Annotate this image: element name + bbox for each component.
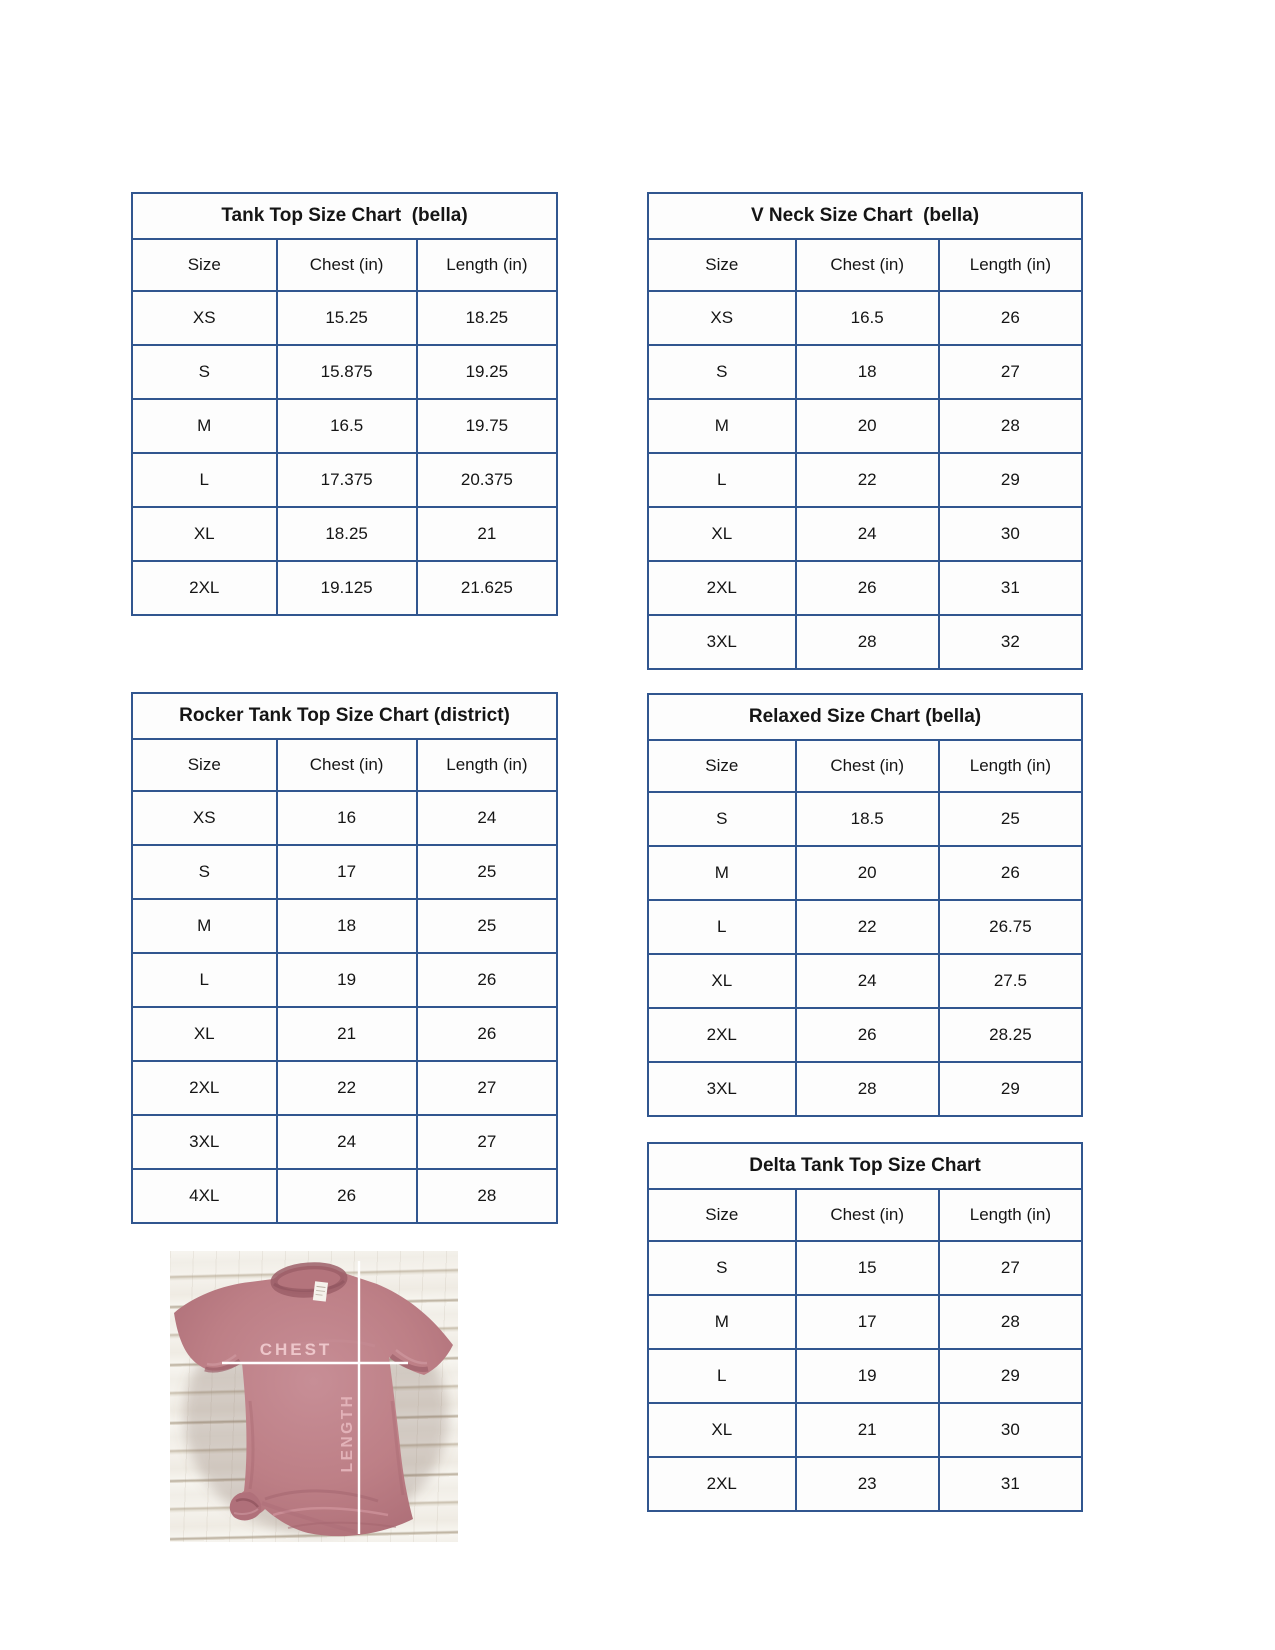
table-cell: 32	[939, 615, 1082, 669]
table-row	[648, 900, 1082, 954]
table-row	[132, 291, 557, 345]
table-cell: XL	[132, 507, 277, 561]
table-cell: XL	[648, 954, 796, 1008]
table-title: Tank Top Size Chart (bella)	[132, 193, 557, 239]
column-header: Length (in)	[939, 740, 1082, 792]
column-header: Length (in)	[417, 239, 557, 291]
table-cell: 20	[796, 399, 939, 453]
table-title: Relaxed Size Chart (bella)	[648, 694, 1082, 740]
table-cell: 27	[417, 1115, 557, 1169]
table-cell: 20.375	[417, 453, 557, 507]
column-header: Chest (in)	[277, 739, 417, 791]
table-cell: 16	[277, 791, 417, 845]
table-cell: 31	[939, 1457, 1082, 1511]
table-cell: 18	[796, 345, 939, 399]
table-cell: 18.25	[417, 291, 557, 345]
shirt-measurement-photo	[170, 1251, 458, 1542]
header-row	[132, 739, 557, 791]
table-cell: 29	[939, 1349, 1082, 1403]
table-cell: L	[648, 453, 796, 507]
table-cell: 26.75	[939, 900, 1082, 954]
table-cell: 27	[939, 1241, 1082, 1295]
table-cell: XS	[132, 291, 277, 345]
table-cell: 23	[796, 1457, 939, 1511]
table-cell: L	[132, 953, 277, 1007]
table-cell: 25	[939, 792, 1082, 846]
table-row	[132, 1115, 557, 1169]
table-cell: 21	[417, 507, 557, 561]
table-cell: L	[648, 900, 796, 954]
table-row	[648, 291, 1082, 345]
table-cell: 17	[277, 845, 417, 899]
column-header: Chest (in)	[277, 239, 417, 291]
table-cell: 18.5	[796, 792, 939, 846]
table-cell: 19.125	[277, 561, 417, 615]
column-header: Chest (in)	[796, 239, 939, 291]
table-title: Delta Tank Top Size Chart	[648, 1143, 1082, 1189]
table-cell: 24	[796, 507, 939, 561]
table-cell: M	[648, 399, 796, 453]
table-cell: 28	[939, 1295, 1082, 1349]
table-cell: 3XL	[132, 1115, 277, 1169]
table-cell: M	[132, 399, 277, 453]
size-table-tank-top-bella	[131, 192, 558, 616]
table-cell: 22	[277, 1061, 417, 1115]
table-cell: S	[648, 1241, 796, 1295]
table-cell: M	[648, 1295, 796, 1349]
table-row	[132, 399, 557, 453]
size-table-rocker-tank-district	[131, 692, 558, 1224]
table-cell: 3XL	[648, 615, 796, 669]
table-cell: 26	[796, 1008, 939, 1062]
table-title: V Neck Size Chart (bella)	[648, 193, 1082, 239]
table-cell: 3XL	[648, 1062, 796, 1116]
table-row	[648, 345, 1082, 399]
table-cell: 2XL	[132, 561, 277, 615]
table-cell: 2XL	[648, 561, 796, 615]
table-cell: 21.625	[417, 561, 557, 615]
table-row	[648, 792, 1082, 846]
table-row	[132, 953, 557, 1007]
table-row	[132, 507, 557, 561]
column-header: Size	[648, 1189, 796, 1241]
table-cell: 27.5	[939, 954, 1082, 1008]
table-cell: XS	[648, 291, 796, 345]
table-cell: 16.5	[277, 399, 417, 453]
table-cell: 20	[796, 846, 939, 900]
table-cell: 2XL	[648, 1008, 796, 1062]
table-row	[132, 561, 557, 615]
table-row	[648, 1457, 1082, 1511]
table-cell: 28	[417, 1169, 557, 1223]
header-row	[132, 239, 557, 291]
table-cell: 27	[939, 345, 1082, 399]
table-row	[132, 845, 557, 899]
brand-tag	[313, 1281, 328, 1301]
table-row	[648, 1008, 1082, 1062]
column-header: Size	[648, 740, 796, 792]
table-cell: 24	[417, 791, 557, 845]
table-cell: 19	[796, 1349, 939, 1403]
column-header: Length (in)	[939, 1189, 1082, 1241]
table-cell: 26	[796, 561, 939, 615]
length-label: LENGTH	[339, 1393, 356, 1473]
table-cell: 28.25	[939, 1008, 1082, 1062]
table-cell: 26	[939, 291, 1082, 345]
table-title: Rocker Tank Top Size Chart (district)	[132, 693, 557, 739]
table-cell: 18	[277, 899, 417, 953]
table-cell: XL	[648, 1403, 796, 1457]
table-row	[648, 1349, 1082, 1403]
table-cell: 21	[277, 1007, 417, 1061]
table-cell: 19.75	[417, 399, 557, 453]
column-header: Size	[132, 739, 277, 791]
table-row	[132, 345, 557, 399]
table-cell: 30	[939, 1403, 1082, 1457]
table-cell: 28	[796, 615, 939, 669]
table-cell: 2XL	[132, 1061, 277, 1115]
table-row	[648, 1295, 1082, 1349]
table-cell: 26	[277, 1169, 417, 1223]
table-cell: 28	[939, 399, 1082, 453]
table-cell: M	[132, 899, 277, 953]
table-cell: 18.25	[277, 507, 417, 561]
table-cell: 19.25	[417, 345, 557, 399]
table-cell: 17.375	[277, 453, 417, 507]
table-row	[132, 899, 557, 953]
table-cell: 29	[939, 453, 1082, 507]
table-cell: 15.875	[277, 345, 417, 399]
table-cell: XL	[648, 507, 796, 561]
table-cell: 24	[277, 1115, 417, 1169]
column-header: Chest (in)	[796, 1189, 939, 1241]
header-row	[648, 740, 1082, 792]
table-row	[648, 1062, 1082, 1116]
table-cell: 19	[277, 953, 417, 1007]
table-cell: 24	[796, 954, 939, 1008]
table-row	[132, 1169, 557, 1223]
table-row	[132, 1061, 557, 1115]
column-header: Size	[132, 239, 277, 291]
table-cell: 25	[417, 899, 557, 953]
column-header: Size	[648, 239, 796, 291]
table-row	[648, 615, 1082, 669]
table-cell: 15	[796, 1241, 939, 1295]
header-row	[648, 239, 1082, 291]
table-cell: 2XL	[648, 1457, 796, 1511]
table-row	[648, 1403, 1082, 1457]
column-header: Chest (in)	[796, 740, 939, 792]
table-row	[648, 561, 1082, 615]
table-cell: XL	[132, 1007, 277, 1061]
table-row	[648, 1241, 1082, 1295]
table-cell: M	[648, 846, 796, 900]
table-row	[648, 846, 1082, 900]
table-cell: 15.25	[277, 291, 417, 345]
tshirt-graphic	[170, 1251, 458, 1542]
table-cell: S	[132, 845, 277, 899]
table-cell: 22	[796, 900, 939, 954]
table-cell: 16.5	[796, 291, 939, 345]
table-cell: 21	[796, 1403, 939, 1457]
table-cell: L	[132, 453, 277, 507]
table-cell: 29	[939, 1062, 1082, 1116]
size-table-v-neck-bella	[647, 192, 1083, 670]
table-cell: 22	[796, 453, 939, 507]
header-row	[648, 1189, 1082, 1241]
chest-label: CHEST	[259, 1340, 333, 1359]
table-row	[648, 954, 1082, 1008]
table-cell: S	[648, 345, 796, 399]
table-row	[132, 1007, 557, 1061]
table-cell: 4XL	[132, 1169, 277, 1223]
table-row	[648, 507, 1082, 561]
table-cell: 30	[939, 507, 1082, 561]
size-table-relaxed-bella	[647, 693, 1083, 1117]
table-cell: 17	[796, 1295, 939, 1349]
column-header: Length (in)	[939, 239, 1082, 291]
size-table-delta-tank-top	[647, 1142, 1083, 1512]
table-cell: 26	[417, 1007, 557, 1061]
table-cell: S	[132, 345, 277, 399]
table-cell: 26	[939, 846, 1082, 900]
table-cell: 28	[796, 1062, 939, 1116]
table-cell: L	[648, 1349, 796, 1403]
table-cell: XS	[132, 791, 277, 845]
table-cell: 31	[939, 561, 1082, 615]
table-cell: 25	[417, 845, 557, 899]
table-cell: 27	[417, 1061, 557, 1115]
table-cell: S	[648, 792, 796, 846]
table-row	[648, 453, 1082, 507]
table-cell: 26	[417, 953, 557, 1007]
column-header: Length (in)	[417, 739, 557, 791]
table-row	[132, 791, 557, 845]
table-row	[648, 399, 1082, 453]
table-row	[132, 453, 557, 507]
